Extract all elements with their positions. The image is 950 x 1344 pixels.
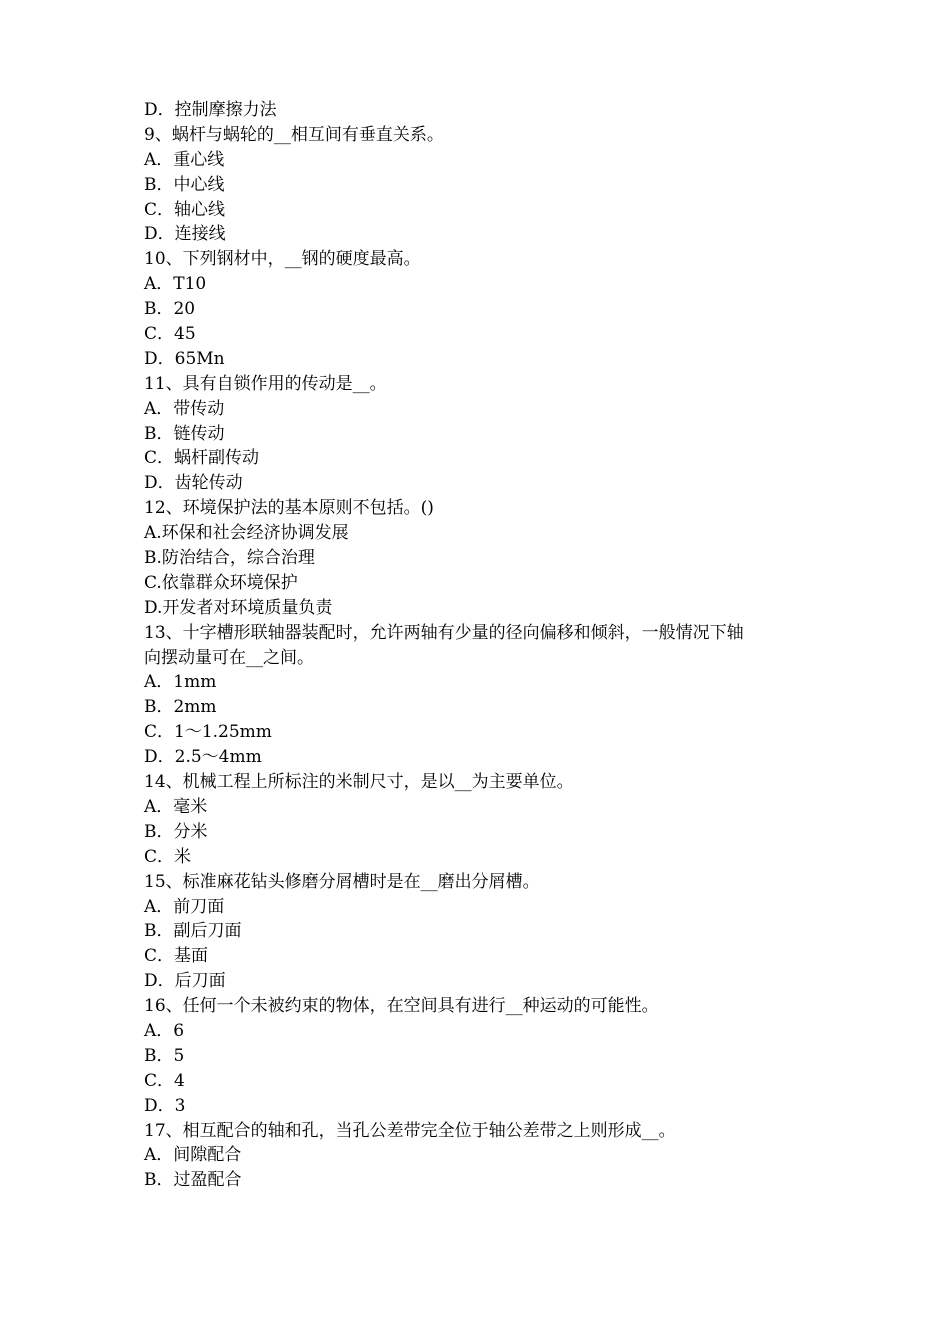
option-line: B.防治结合，综合治理 <box>144 548 315 569</box>
option-line: B．中心线 <box>144 174 225 195</box>
option-line: C．基面 <box>144 946 209 967</box>
option-line: B．链传动 <box>144 423 225 444</box>
option-line: B．20 <box>144 299 196 320</box>
option-line: C．米 <box>144 846 192 867</box>
option-line: B．副后刀面 <box>144 921 242 942</box>
option-line: B．分米 <box>144 821 208 842</box>
option-line: C．45 <box>144 324 196 345</box>
option-line: C．轴心线 <box>144 199 226 220</box>
question-13: 13、十字槽形联轴器装配时，允许两轴有少量的径向偏移和倾斜，一般情况下轴 <box>144 622 744 643</box>
option-line: C．1～1.25mm <box>144 722 272 743</box>
option-line: A．1mm <box>144 672 217 693</box>
document-page <box>144 98 814 1193</box>
option-line: A．毫米 <box>144 796 208 817</box>
option-line: D．后刀面 <box>144 971 226 992</box>
option-line: C.依靠群众环境保护 <box>144 572 298 593</box>
option-line: B．过盈配合 <box>144 1170 242 1191</box>
question-12: 12、环境保护法的基本原则不包括。() <box>144 498 434 519</box>
option-line: D．齿轮传动 <box>144 473 243 494</box>
question-17: 17、相互配合的轴和孔，当孔公差带完全位于轴公差带之上则形成__。 <box>144 1120 676 1141</box>
option-line: D．连接线 <box>144 224 226 245</box>
question-15: 15、标准麻花钻头修磨分屑槽时是在__磨出分屑槽。 <box>144 871 540 892</box>
option-line: B．2mm <box>144 697 217 718</box>
option-line: D．3 <box>144 1095 186 1116</box>
option-line: A．6 <box>144 1020 185 1041</box>
text-line: D．控制摩擦力法 <box>144 100 277 120</box>
option-line: C．4 <box>144 1070 185 1091</box>
option-line: A．前刀面 <box>144 896 225 917</box>
question-9: 9、蜗杆与蜗轮的__相互间有垂直关系。 <box>144 124 444 145</box>
option-line: D．2.5～4mm <box>144 747 262 768</box>
option-line: D．65Mn <box>144 348 225 369</box>
question-16: 16、任何一个未被约束的物体，在空间具有进行__种运动的可能性。 <box>144 996 659 1017</box>
option-line: A．带传动 <box>144 398 225 419</box>
question-14: 14、机械工程上所标注的米制尺寸，是以__为主要单位。 <box>144 772 574 793</box>
option-line: B．5 <box>144 1045 185 1066</box>
option-line: A．T10 <box>144 274 207 295</box>
question-11: 11、具有自锁作用的传动是__。 <box>144 373 387 394</box>
option-line: A.环保和社会经济协调发展 <box>144 523 349 544</box>
option-line: A．间隙配合 <box>144 1145 242 1166</box>
question-10: 10、下列钢材中，__钢的硬度最高。 <box>144 249 421 270</box>
question-13-continued: 向摆动量可在__之间。 <box>144 647 314 668</box>
option-line: D.开发者对环境质量负责 <box>144 597 333 618</box>
option-line: C．蜗杆副传动 <box>144 448 260 469</box>
option-line: A．重心线 <box>144 149 225 170</box>
